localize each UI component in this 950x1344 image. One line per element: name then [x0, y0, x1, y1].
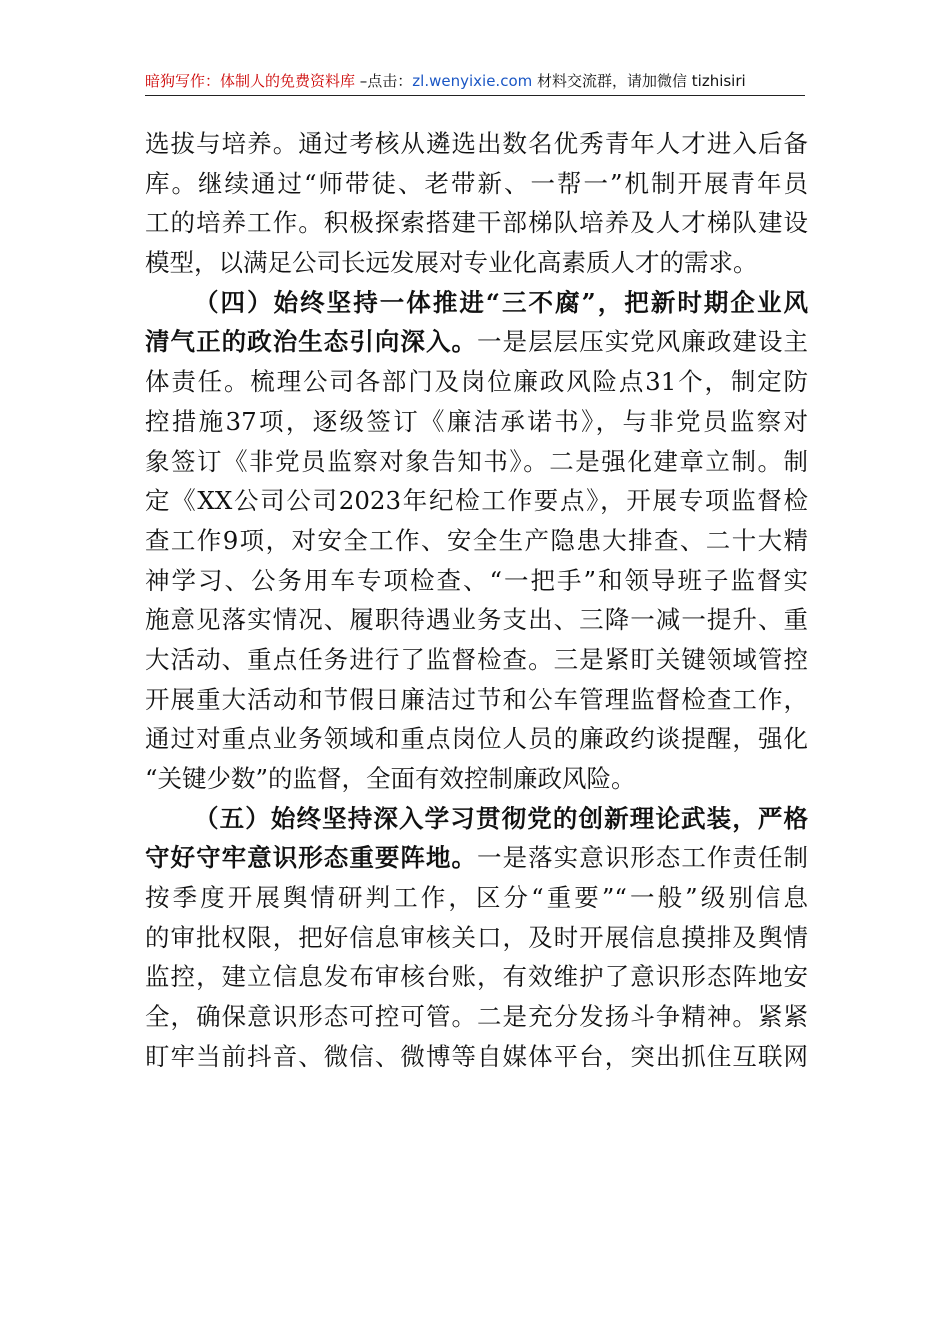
text-segment: 查工作9项，对安全工作、安全生产隐患大排查、二十大精	[145, 525, 808, 555]
text-segment: 通过对重点业务领域和重点岗位人员的廉政约谈提醒，强化	[145, 724, 808, 754]
text-line	[145, 203, 808, 243]
text-line	[145, 402, 808, 442]
text-line	[145, 243, 808, 283]
text-segment: 体责任。梳理公司各部门及岗位廉政风险点31个，制定防	[145, 367, 808, 397]
text-line	[145, 957, 808, 997]
section-heading-4	[145, 283, 808, 323]
text-line	[145, 838, 808, 878]
header-url-link[interactable]: zl.wenyixie.com	[412, 72, 533, 90]
text-segment: 按季度开展舆情研判工作，区分“重要”“一般”级别信息	[145, 883, 808, 913]
text-line	[145, 719, 808, 759]
text-line	[145, 322, 808, 362]
text-segment: 选拔与培养。通过考核从遴选出数名优秀青年人才进入后备	[145, 129, 808, 158]
text-line	[145, 442, 808, 482]
text-segment: 神学习、公务用车专项检查、“一把手”和领导班子监督实	[145, 565, 808, 595]
text-segment: “关键少数”的监督，全面有效控制廉政风险。	[145, 764, 636, 793]
text-segment: 施意见落实情况、履职待遇业务支出、三降一减一提升、重	[145, 605, 808, 635]
text-line	[145, 680, 808, 720]
text-segment: 一是层层压实党风廉政建设主	[477, 327, 808, 357]
text-segment: 工的培养工作。积极探索搭建干部梯队培养及人才梯队建设	[145, 208, 808, 238]
text-segment: 一是落实意识形态工作责任制	[477, 843, 808, 873]
text-line	[145, 1037, 808, 1077]
page-header	[145, 68, 805, 96]
text-segment: 定《XX公司公司2023年纪检工作要点》，开展专项监督检	[145, 486, 808, 516]
heading-segment: 清气正的政治生态引向深入。	[145, 327, 478, 357]
section-heading-5	[145, 799, 808, 839]
text-line	[145, 997, 808, 1037]
text-segment: 全，确保意识形态可控可管。二是充分发扬斗争精神。紧紧	[145, 1002, 808, 1032]
text-segment: 监控，建立信息发布审核台账，有效维护了意识形态阵地安	[145, 962, 808, 992]
text-line	[145, 759, 808, 799]
text-line	[145, 878, 808, 918]
text-line	[145, 521, 808, 561]
header-click-label: –点击：	[355, 72, 413, 90]
text-line	[145, 561, 808, 601]
text-line	[145, 481, 808, 521]
text-line	[145, 362, 808, 402]
header-divider	[145, 95, 805, 96]
text-segment: 开展重大活动和节假日廉洁过节和公车管理监督检查工作，	[145, 684, 808, 714]
text-line	[145, 164, 808, 204]
text-line	[145, 124, 808, 164]
header-contact-text: 材料交流群，请加微信 tizhisiri	[532, 72, 746, 90]
text-segment: 模型，以满足公司长远发展对专业化高素质人才的需求。	[145, 248, 758, 278]
document-body	[145, 124, 808, 1077]
text-segment: 盯牢当前抖音、微信、微博等自媒体平台，突出抓住互联网	[145, 1041, 808, 1071]
heading-segment: （四）始终坚持一体推进“三不腐”，把新时期企业风	[194, 287, 808, 317]
text-line	[145, 600, 808, 640]
text-segment: 象签订《非党员监察对象告知书》。二是强化建章立制。制	[145, 446, 808, 476]
text-segment: 库。继续通过“师带徒、老带新、一帮一”机制开展青年员	[145, 168, 808, 198]
text-line	[145, 640, 808, 680]
text-segment: 控措施37项，逐级签订《廉洁承诺书》，与非党员监察对	[145, 406, 808, 436]
heading-segment: 守好守牢意识形态重要阵地。	[145, 843, 478, 873]
text-segment: 大活动、重点任务进行了监督检查。三是紧盯关键领域管控	[145, 644, 808, 674]
text-line	[145, 918, 808, 958]
heading-segment: （五）始终坚持深入学习贯彻党的创新理论武装，严格	[194, 803, 808, 833]
header-site-name: 暗狗写作：体制人的免费资料库	[145, 72, 356, 90]
text-segment: 的审批权限，把好信息审核关口，及时开展信息摸排及舆情	[145, 922, 808, 952]
